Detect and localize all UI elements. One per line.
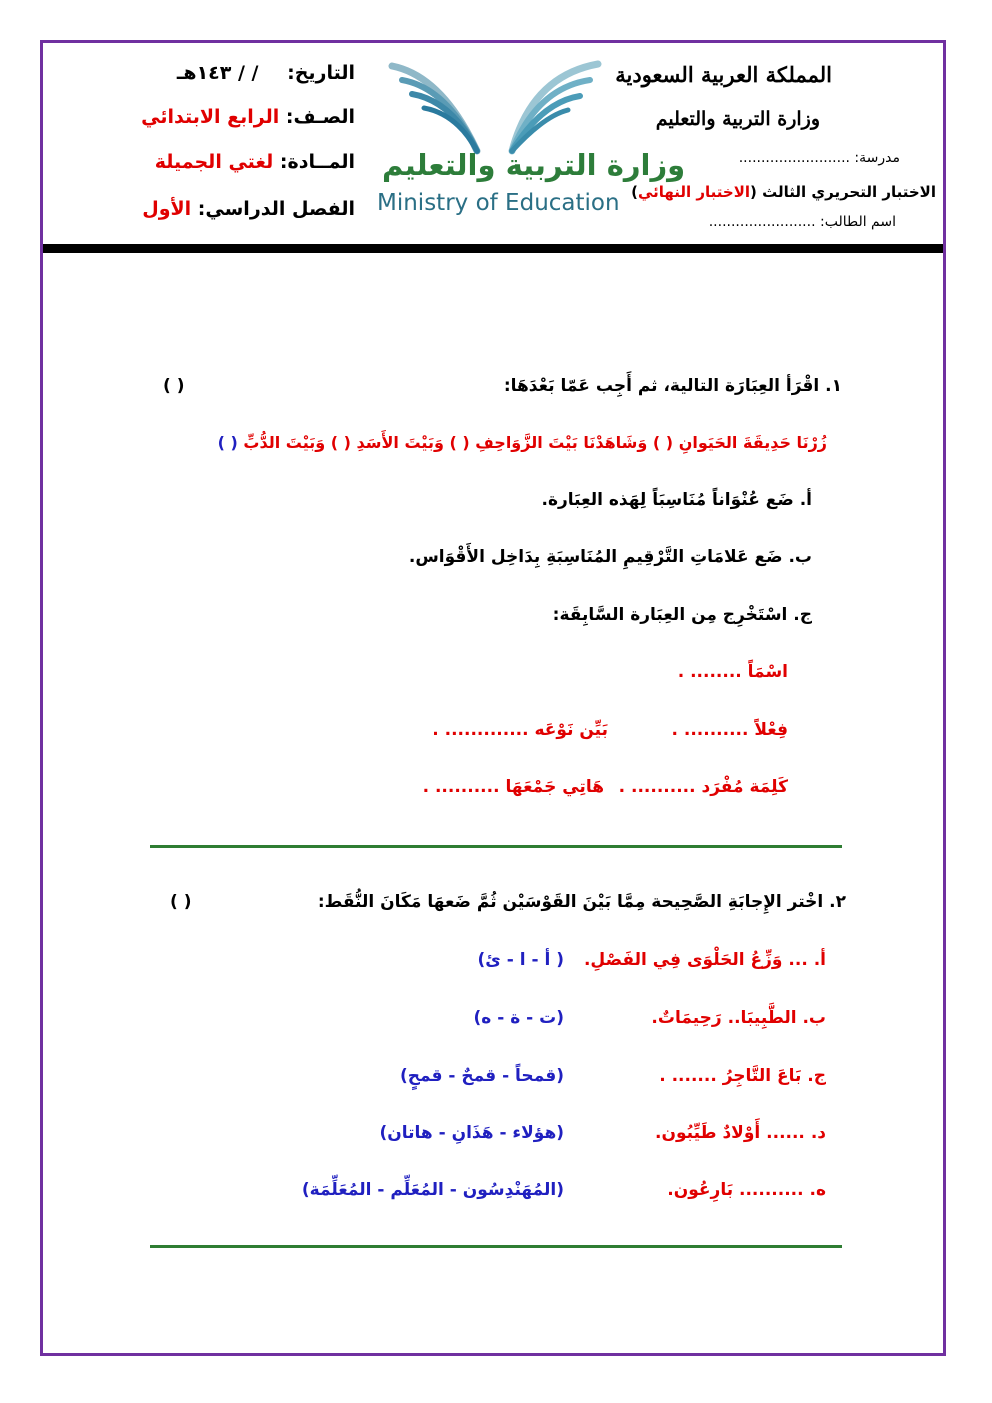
- q1-c2a: فِعْلاً .......... .: [671, 720, 788, 740]
- student-name-line: اسم الطالب: ........................: [708, 214, 896, 230]
- logo-english-text: Ministry of Education: [377, 190, 620, 216]
- date-value: / / ١٤٣هـ: [176, 62, 259, 84]
- date-row: [177, 62, 355, 84]
- q2-title: ٢. اخْتر الإِجابَةِ الصَّحِيحة مِمَّا بَيْنَ القَوْسَيْن ثُمَّ ضَعهَا مَكَانَ النُّقَط:: [317, 892, 846, 912]
- grade-value: الرابع الابتدائي: [141, 106, 280, 128]
- q1-score: ( ): [163, 376, 185, 396]
- q2-item-b: ب. الطَّبِيبَا.. رَحِيمَاتٌ.: [651, 1008, 826, 1028]
- exam-highlight: الاختبار النهائي: [637, 183, 751, 201]
- q2-item-c: ج. بَاعَ التَّاجِرُ ....... .: [659, 1066, 826, 1086]
- grade-row: [141, 106, 355, 128]
- subject-row: [155, 151, 355, 173]
- subject-label: المــادة:: [279, 151, 355, 173]
- q1-title: ١. اقْرَأ العِبَارَة التالية، ثم أَجِب عَمّا بَعْدَهَا:: [503, 376, 842, 396]
- logo-arabic-text: وزارة التربية والتعليم: [382, 148, 686, 182]
- school-line: مدرسة: .........................: [738, 150, 900, 166]
- q1-passage: [218, 433, 827, 452]
- q1-part-c: ج. اسْتَخْرِج مِن العِبَارة السَّابِقَة:: [552, 605, 812, 625]
- q2-options-c: (قمحاً - قمحٌ - قمحٍ): [399, 1066, 564, 1086]
- q2-item-e: ه. .......... بَارِعُون.: [667, 1180, 826, 1200]
- term-row: [142, 198, 355, 220]
- q2-options-d: (هؤلاء - هَذَانِ - هاتان): [379, 1123, 564, 1143]
- q1-c1: اسْمَاً ........ .: [677, 662, 788, 682]
- q1-divider: [150, 845, 842, 848]
- exam-prefix: الاختبار التحريري الثالث (: [750, 183, 936, 201]
- exam-suffix: ): [631, 183, 638, 201]
- ministry-title: وزارة التربية والتعليم: [655, 108, 820, 130]
- page-border: [40, 40, 946, 1356]
- date-label: التاريخ:: [287, 62, 355, 84]
- q2-divider: [150, 1245, 842, 1248]
- subject-value: لغتي الجميلة: [154, 151, 274, 173]
- q2-score: ( ): [170, 892, 192, 912]
- q1-part-b: ب. ضَع عَلامَاتِ التَّرْقِيمِ المُنَاسِبَةِ بِدَاخِل الأَقْوَاس.: [408, 547, 812, 567]
- q2-options-e: (المُهَنْدِسُون - المُعَلِّم - المُعَلِّمَة): [301, 1180, 564, 1200]
- q1-part-a: أ. ضَع عُنْوَاناً مُنَاسِبَاً لِهَذه العِبَارة.: [541, 490, 812, 510]
- q1-passage-text: زُرْنَا حَدِيقَةَ الحَيَوانِ ( ) وَشَاهَدْنَا بَيْتَ الزَّوَاحِفِ ( ) وَبَيْتَ الأَسَدِ ( ) وَبَيْتَ الدُّبِّ: [243, 433, 827, 452]
- q2-options-a: ( أ - ا - ئ): [477, 950, 564, 970]
- q2-item-a: أ. ... وَزِّعُ الحَلْوَى فِي الفَصْلِ.: [583, 950, 826, 970]
- kingdom-title: المملكة العربية السعودية: [615, 62, 832, 87]
- header-divider: [43, 244, 943, 253]
- q1-c2b: بَيِّن نَوْعَه ............. .: [432, 720, 608, 740]
- q1-passage-end: ( ): [217, 433, 238, 452]
- q1-c3b: هَاتِي جَمْعَهَا .......... .: [422, 777, 604, 797]
- grade-label: الصـف:: [285, 106, 355, 128]
- term-value: الأول: [142, 198, 192, 220]
- q1-c3a: كَلِمَة مُفْرَد .......... .: [618, 777, 788, 797]
- q2-item-d: د. ...... أَوْلادٌ طَيِّبُون.: [655, 1123, 826, 1143]
- term-label: الفصل الدراسي:: [197, 198, 355, 220]
- q2-options-b: (ت - ة - ه): [473, 1008, 564, 1028]
- exam-title: [631, 183, 936, 201]
